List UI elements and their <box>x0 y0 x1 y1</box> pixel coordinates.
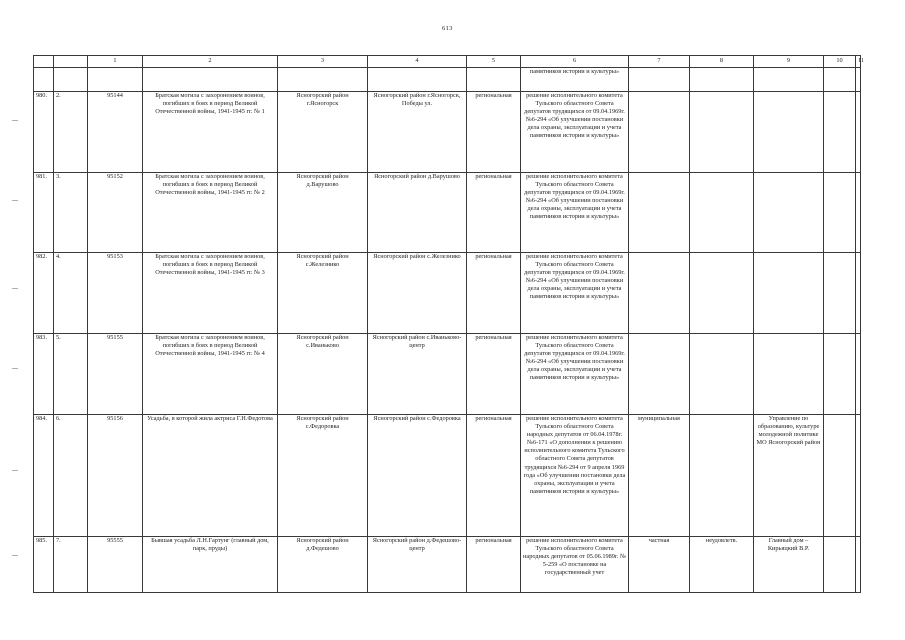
ownership: муниципальная <box>629 415 690 537</box>
registry-code: 95156 <box>88 415 143 537</box>
binding-tick-mark <box>12 555 18 556</box>
ownership <box>629 253 690 334</box>
monument-category: региональная <box>467 253 521 334</box>
monument-location: Ясногорский район с.Федоровка <box>278 415 368 537</box>
binding-tick-mark <box>12 470 18 471</box>
legal-decision: решение исполнительного комитета Тульского областного Совета депутатов трудящихся от 09.04.1969г. №6-294 «Об улучшении постановки дела охраны, эксплуатации и учета памятников истории и культуры» <box>521 92 629 173</box>
table-row <box>34 415 861 537</box>
table-row <box>34 537 861 593</box>
column-header <box>34 56 54 68</box>
user-organization <box>754 173 824 253</box>
user-organization <box>754 92 824 173</box>
monument-location: Ясногорский район с.Иваньково <box>278 334 368 415</box>
row-subnumber: 5. <box>54 334 88 415</box>
binding-tick-mark <box>12 120 18 121</box>
row-number: 983. <box>34 334 54 415</box>
monument-name: Братская могила с захоронением воинов, погибших в боях в период Великой Отечественной войны, 1941-1945 гг. № 3 <box>143 253 278 334</box>
monument-category: региональная <box>467 415 521 537</box>
row-number: 981. <box>34 173 54 253</box>
column-11-cell <box>856 253 861 334</box>
monument-category: региональная <box>467 92 521 173</box>
condition <box>690 92 754 173</box>
ownership: частная <box>629 537 690 593</box>
page-number: 613 <box>442 25 453 32</box>
registry-code: 95555 <box>88 537 143 593</box>
monument-category: региональная <box>467 334 521 415</box>
column-11-cell <box>856 92 861 173</box>
column-10-cell <box>824 334 856 415</box>
column-11-cell <box>856 173 861 253</box>
monument-name: Бывшая усадьба Л.Н.Гартунг (главный дом, парк, пруды) <box>143 537 278 593</box>
column-10-cell <box>824 173 856 253</box>
legal-decision: решение исполнительного комитета Тульского областного Совета народных депутатов от 05.06.1989г. № 5-259 «О постановке на государственный учет <box>521 537 629 593</box>
table-row <box>34 92 861 173</box>
column-10-cell <box>824 537 856 593</box>
row-subnumber: 7. <box>54 537 88 593</box>
carry-over-row <box>34 68 861 92</box>
column-10-cell <box>824 253 856 334</box>
legal-decision: решение исполнительного комитета Тульского областного Совета народных депутатов от 06.04.1978г. №6-171 «О дополнении к решению исполнительного комитета Тульского областного Совета депутатов трудящихся №6-294 от 9 апреля 1969 года «Об улучшении постановки дела охраны, эксплуатации и учета памятников истории и культуры» <box>521 415 629 537</box>
registry-code: 95155 <box>88 334 143 415</box>
table-row <box>34 173 861 253</box>
column-header: 1 <box>88 56 143 68</box>
registry-code: 95153 <box>88 253 143 334</box>
user-organization: Главный дом – Кирьяцкий В.Р. <box>754 537 824 593</box>
monument-address: Ясногорский район г.Ясногорск, Победы ул. <box>368 92 467 173</box>
monument-name: Братская могила с захоронением воинов, погибших в боях в период Великой Отечественной войны, 1941-1945 гг. № 1 <box>143 92 278 173</box>
column-11-cell <box>856 537 861 593</box>
registry-code: 95144 <box>88 92 143 173</box>
monument-name: Братская могила с захоронением воинов, погибших в боях в период Великой Отечественной войны, 1941-1945 гг. № 2 <box>143 173 278 253</box>
user-organization <box>754 334 824 415</box>
column-10-cell <box>824 415 856 537</box>
column-header: 5 <box>467 56 521 68</box>
condition: неудовлетв. <box>690 537 754 593</box>
monument-name: Братская могила с захоронением воинов, погибших в боях в период Великой Отечественной войны, 1941-1945 гг. № 4 <box>143 334 278 415</box>
column-number-header <box>34 56 861 68</box>
monument-address: Ясногорский район с.Железнико <box>368 253 467 334</box>
condition <box>690 253 754 334</box>
condition <box>690 415 754 537</box>
legal-decision: решение исполнительного комитета Тульского областного Совета депутатов трудящихся от 09.04.1969г. №6-294 «Об улучшении постановки дела охраны, эксплуатации и учета памятников истории и культуры» <box>521 334 629 415</box>
row-subnumber: 6. <box>54 415 88 537</box>
monument-address: Ясногорский район с.Федоровка <box>368 415 467 537</box>
row-number: 984. <box>34 415 54 537</box>
column-header: 7 <box>629 56 690 68</box>
ownership <box>629 92 690 173</box>
legal-decision: решение исполнительного комитета Тульского областного Совета депутатов трудящихся от 09.04.1969г. №6-294 «Об улучшении постановки дела охраны, эксплуатации и учета памятников истории и культуры» <box>521 253 629 334</box>
column-header <box>54 56 88 68</box>
registry-code: 95152 <box>88 173 143 253</box>
monument-location: Ясногорский район г.Ясногорск <box>278 92 368 173</box>
legal-decision: решение исполнительного комитета Тульского областного Совета депутатов трудящихся от 09.04.1969г. №6-294 «Об улучшении постановки дела охраны, эксплуатации и учета памятников истории и культуры» <box>521 173 629 253</box>
monument-location: Ясногорский район д.Федешово <box>278 537 368 593</box>
row-number: 982. <box>34 253 54 334</box>
ownership <box>629 173 690 253</box>
row-number: 980. <box>34 92 54 173</box>
monument-address: Ясногорский район д.Варушово <box>368 173 467 253</box>
column-header: 4 <box>368 56 467 68</box>
monument-address: Ясногорский район д.Федешово-центр <box>368 537 467 593</box>
column-11-cell <box>856 334 861 415</box>
binding-tick-mark <box>12 200 18 201</box>
column-header: 10 <box>824 56 856 68</box>
monument-name: Усадьба, в которой жила актриса Г.Н.Федотова <box>143 415 278 537</box>
monument-location: Ясногорский район д.Варушово <box>278 173 368 253</box>
monument-category: региональная <box>467 173 521 253</box>
binding-tick-mark <box>12 368 18 369</box>
condition <box>690 334 754 415</box>
binding-tick-mark <box>12 288 18 289</box>
column-header: 2 <box>143 56 278 68</box>
monument-location: Ясногорский район с.Железнико <box>278 253 368 334</box>
monument-address: Ясногорский район с.Иваньково-центр <box>368 334 467 415</box>
row-subnumber: 3. <box>54 173 88 253</box>
table-row <box>34 334 861 415</box>
monument-category: региональная <box>467 537 521 593</box>
column-header: 9 <box>754 56 824 68</box>
table-row <box>34 253 861 334</box>
ownership <box>629 334 690 415</box>
condition <box>690 173 754 253</box>
row-subnumber: 2. <box>54 92 88 173</box>
row-subnumber: 4. <box>54 253 88 334</box>
column-11-cell <box>856 415 861 537</box>
user-organization <box>754 253 824 334</box>
column-header: 6 <box>521 56 629 68</box>
column-header: 11 <box>856 56 861 68</box>
column-header: 3 <box>278 56 368 68</box>
user-organization: Управление по образованию, культуре молодежной политике МО Ясногорский район <box>754 415 824 537</box>
column-10-cell <box>824 92 856 173</box>
carry-over-text: памятников истории и культуры» <box>521 68 629 92</box>
column-header: 8 <box>690 56 754 68</box>
row-number: 985. <box>34 537 54 593</box>
monuments-register-table <box>33 55 865 593</box>
